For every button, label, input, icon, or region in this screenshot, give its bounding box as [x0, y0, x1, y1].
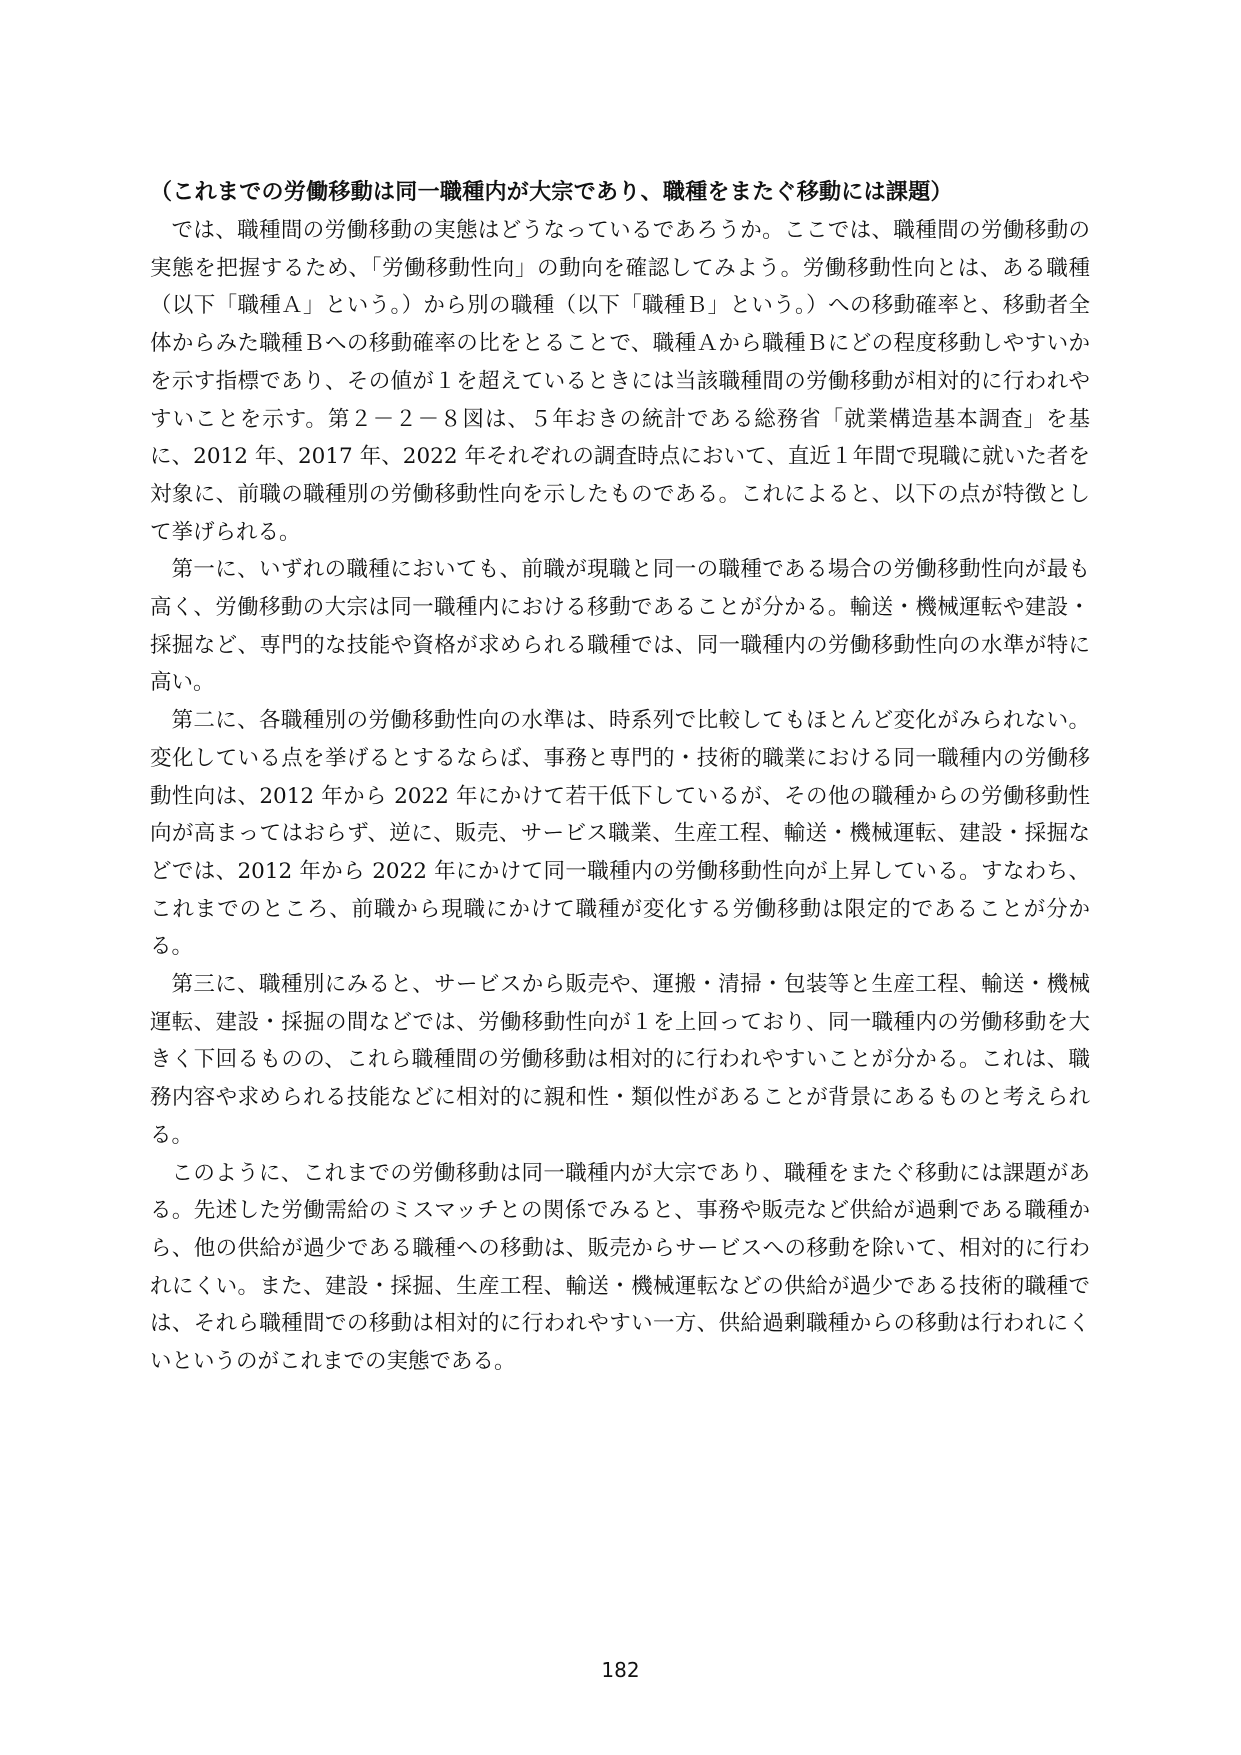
section-heading: （これまでの労働移動は同一職種内が大宗であり、職種をまたぐ移動には課題） [150, 180, 953, 205]
paragraph-third-point: 第三に、職種別にみると、サービスから販売や、運搬・清掃・包装等と生産工程、輸送・機械運転、建設・採掘の間などでは、労働移動性向が１を上回っており、同一職種内の労働移動を大きく下回るものの、これら職種間の労働移動は相対的に行われやすいことが分かる。これは、職務内容や求められる技能などに相対的に親和性・類似性があることが背景にあるものと考えられる。 [150, 972, 1090, 1148]
paragraph-first-point: 第一に、いずれの職種においても、前職が現職と同一の職種である場合の労働移動性向が最も高く、労働移動の大宗は同一職種内における移動であることが分かる。輸送・機械運転や建設・採掘など、専門的な技能や資格が求められる職種では、同一職種内の労働移動性向の水準が特に高い。 [150, 557, 1090, 696]
page-number: 182 [601, 1658, 640, 1682]
paragraph-conclusion: このように、これまでの労働移動は同一職種内が大宗であり、職種をまたぐ移動には課題がある。先述した労働需給のミスマッチとの関係でみると、事務や販売など供給が過剰である職種から、他の供給が過少である職種への移動は、販売からサービスへの移動を除いて、相対的に行われにくい。また、建設・採掘、生産工程、輸送・機械運転などの供給が過少である技術的職種では、それら職種間での移動は相対的に行われやすい一方、供給過剰職種からの移動は行われにくいというのがこれまでの実態である。 [150, 1160, 1090, 1375]
paragraph-second-point: 第二に、各職種別の労働移動性向の水準は、時系列で比較してもほとんど変化がみられない。変化している点を挙げるとするならば、事務と専門的・技術的職業における同一職種内の労働移動性向は、2012 年から 2022 年にかけて若干低下しているが、その他の職種からの労働移動性向が高まってはおらず、逆に、販売、サービス職業、生産工程、輸送・機械運転、建設・採掘などでは、2012 年から 2022 年にかけて同一職種内の労働移動性向が上昇している。すなわち、これまでのところ、前職から現職にかけて職種が変化する労働移動は限定的であることが分かる。 [150, 708, 1090, 960]
paragraph-intro: では、職種間の労働移動の実態はどうなっているであろうか。ここでは、職種間の労働移動の実態を把握するため、「労働移動性向」の動向を確認してみよう。労働移動性向とは、ある職種（以下「職種Ａ」という。）から別の職種（以下「職種Ｂ」という。）への移動確率と、移動者全体からみた職種Ｂへの移動確率の比をとることで、職種Ａから職種Ｂにどの程度移動しやすいかを示す指標であり、その値が１を超えているときには当該職種間の労働移動が相対的に行われやすいことを示す。第２－２－８図は、５年おきの統計である総務省「就業構造基本調査」を基に、2012 年、2017 年、2022 年それぞれの調査時点において、直近１年間で現職に就いた者を対象に、前職の職種別の労働移動性向を示したものである。これによると、以下の点が特徴として挙げられる。 [150, 218, 1090, 545]
page-body [150, 178, 1090, 1381]
